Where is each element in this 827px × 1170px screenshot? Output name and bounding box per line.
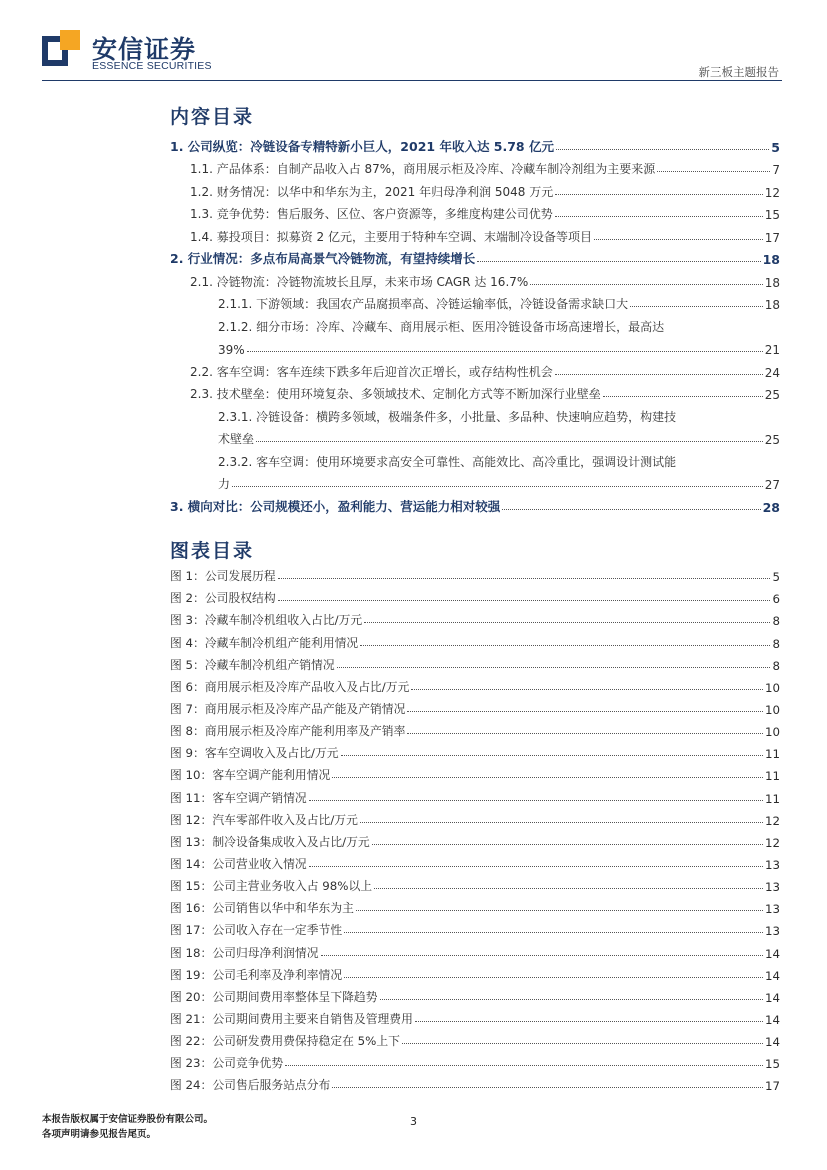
figure-entry[interactable]: [170, 850, 780, 872]
leader-dots: [309, 866, 763, 867]
entry-page-number: 13: [764, 924, 780, 939]
figure-entry[interactable]: [170, 828, 780, 850]
entry-page-number: 6: [772, 592, 780, 607]
leader-dots: [407, 733, 763, 734]
leader-dots: [415, 1021, 763, 1022]
entry-page-number: 14: [764, 1035, 780, 1050]
entry-page-number: 13: [764, 880, 780, 895]
entry-label: 图 17：公司收入存在一定季节性: [170, 923, 343, 938]
leader-dots: [555, 374, 763, 375]
leader-dots: [372, 844, 763, 845]
figure-entry[interactable]: [170, 673, 780, 695]
leader-dots: [530, 284, 762, 285]
leader-dots: [344, 932, 763, 933]
leader-dots: [657, 171, 770, 172]
leader-dots: [502, 509, 760, 510]
entry-label: 术壁垒: [218, 432, 255, 446]
figure-entry[interactable]: [170, 717, 780, 739]
page-header: [0, 0, 827, 80]
leader-dots: [344, 977, 763, 978]
entry-page-number: 13: [764, 902, 780, 917]
figure-entry[interactable]: [170, 1049, 780, 1071]
toc-entry[interactable]: [170, 222, 780, 245]
figure-entry[interactable]: [170, 806, 780, 828]
entry-page-number: 25: [764, 388, 780, 402]
entry-label: 3. 横向对比：公司规模还小，盈利能力、营运能力相对较强: [170, 498, 501, 514]
entry-label: 力: [218, 477, 231, 491]
figure-entry[interactable]: [170, 1005, 780, 1027]
entry-page-number: 21: [764, 343, 780, 357]
footer-disclaimer: [42, 1112, 213, 1142]
figure-entry[interactable]: [170, 584, 780, 606]
entry-page-number: 25: [764, 433, 780, 447]
entry-label: 图 8：商用展示柜及冷库产能利用率及产销率: [170, 724, 406, 739]
entry-page-number: 14: [764, 946, 780, 961]
entry-label: 图 14：公司营业收入情况: [170, 856, 307, 871]
leader-dots: [407, 711, 763, 712]
entry-label: 图 12：汽车零部件收入及占比/万元: [170, 812, 358, 827]
entry-label: 1.2. 财务情况：以华中和华东为主，2021 年归母净利润 5048 万元: [190, 184, 554, 199]
entry-page-number: 11: [764, 769, 780, 784]
toc-entry[interactable]: [170, 132, 780, 155]
figures-list: [170, 562, 780, 1093]
leader-dots: [556, 149, 769, 150]
entry-page-number: 14: [764, 968, 780, 983]
header-divider: [42, 80, 782, 81]
leader-dots: [337, 667, 771, 668]
entry-label: 39%: [218, 343, 245, 357]
toc-entry[interactable]: [170, 492, 780, 515]
entry-label: 图 16：公司销售以华中和华东为主: [170, 901, 354, 916]
toc-entry[interactable]: [170, 425, 780, 448]
figure-entry[interactable]: [170, 938, 780, 960]
entry-page-number: 5: [771, 139, 780, 155]
entry-label: 图 24：公司售后服务站点分布: [170, 1078, 331, 1093]
entry-page-number: 12: [764, 185, 780, 200]
page-number: 3: [410, 1115, 417, 1128]
toc-list: [170, 132, 780, 515]
entry-page-number: 10: [764, 680, 780, 695]
figure-entry[interactable]: [170, 606, 780, 628]
entry-label: 图 22：公司研发费用费保持稳定在 5%上下: [170, 1034, 400, 1049]
entry-label: 图 18：公司归母净利润情况: [170, 945, 319, 960]
entry-page-number: 8: [772, 636, 780, 651]
figure-entry[interactable]: [170, 894, 780, 916]
logo-cn: 安信证券: [92, 35, 197, 64]
figure-entry[interactable]: [170, 783, 780, 805]
leader-dots: [477, 261, 760, 262]
entry-page-number: 17: [764, 1079, 780, 1094]
figure-entry[interactable]: [170, 695, 780, 717]
leader-dots: [360, 822, 763, 823]
figure-entry[interactable]: [170, 1071, 780, 1093]
entry-page-number: 18: [762, 252, 780, 267]
toc-entry[interactable]: [170, 470, 780, 493]
leader-dots: [321, 955, 763, 956]
leader-dots: [603, 396, 763, 397]
entry-label: 1.4. 募投项目：拟募资 2 亿元，主要用于特种车空调、末端制冷设备等项目: [190, 229, 592, 244]
entry-page-number: 12: [764, 813, 780, 828]
leader-dots: [232, 486, 763, 487]
leader-dots: [380, 999, 763, 1000]
figure-entry[interactable]: [170, 983, 780, 1005]
toc-entry-label-line[interactable]: 2.1.2. 细分市场：冷库、冷藏车、商用展示柜、医用冷链设备市场高速增长，最高达: [218, 319, 665, 334]
leader-dots: [256, 441, 763, 442]
toc-entry-label-line[interactable]: 2.3.1. 冷链设备：横跨多领域，极端条件多，小批量、多品种、快速响应趋势，构建技: [218, 409, 677, 424]
figure-entry[interactable]: [170, 628, 780, 650]
toc-entry[interactable]: [170, 267, 780, 290]
toc-entry[interactable]: [170, 177, 780, 200]
leader-dots: [309, 800, 763, 801]
footer-line-1: 本报告版权属于安信证券股份有限公司。: [42, 1114, 214, 1125]
entry-page-number: 11: [764, 791, 780, 806]
entry-label: 2.1. 冷链物流：冷链物流坡长且厚，未来市场 CAGR 达 16.7%: [190, 274, 529, 289]
entry-label: 图 15：公司主营业务收入占 98%以上: [170, 879, 373, 894]
leader-dots: [594, 239, 763, 240]
entry-page-number: 8: [772, 658, 780, 673]
entry-label: 图 9：客车空调收入及占比/万元: [170, 746, 339, 761]
toc-entry[interactable]: [170, 200, 780, 223]
leader-dots: [402, 1043, 763, 1044]
leader-dots: [285, 1065, 763, 1066]
leader-dots: [630, 306, 763, 307]
entry-label: 2.3. 技术壁垒：使用环境复杂、多领域技术、定制化方式等不断加深行业壁垒: [190, 387, 601, 401]
leader-dots: [332, 777, 763, 778]
entry-page-number: 7: [772, 163, 780, 177]
leader-dots: [411, 689, 763, 690]
entry-page-number: 15: [764, 208, 780, 222]
figure-entry[interactable]: [170, 739, 780, 761]
leader-dots: [278, 600, 771, 601]
figure-entry[interactable]: [170, 961, 780, 983]
footer-line-2: 各项声明请参见报告尾页。: [42, 1129, 157, 1140]
entry-label: 2. 行业情况：多点布局高景气冷链物流，有望持续增长: [170, 251, 476, 266]
toc-title: 内容目录: [170, 106, 255, 128]
entry-label: 2.2. 客车空调：客车连续下跌多年后迎首次正增长，或存结构性机会: [190, 364, 553, 379]
entry-page-number: 27: [764, 478, 780, 492]
figure-entry[interactable]: [170, 916, 780, 938]
leader-dots: [555, 194, 762, 195]
entry-label: 图 20：公司期间费用率整体呈下降趋势: [170, 989, 378, 1004]
entry-label: 图 7：商用展示柜及冷库产品产能及产销情况: [170, 701, 406, 716]
entry-page-number: 18: [764, 298, 780, 312]
entry-page-number: 10: [764, 702, 780, 717]
leader-dots: [356, 910, 763, 911]
entry-label: 图 19：公司毛利率及净利率情况: [170, 967, 343, 982]
entry-label: 1.1. 产品体系：自制产品收入占 87%，商用展示柜及冷库、冷藏车制冷剂组为主要来源: [190, 162, 656, 176]
entry-label: 2.1.1. 下游领域：我国农产品腐损率高、冷链运输率低，冷链设备需求缺口大: [218, 297, 629, 311]
entry-label: 图 4：冷藏车制冷机组产能利用情况: [170, 635, 359, 650]
leader-dots: [360, 645, 770, 646]
toc-entry[interactable]: [170, 290, 780, 313]
leader-dots: [364, 622, 770, 623]
entry-label: 图 1：公司发展历程: [170, 569, 276, 584]
entry-label: 图 2：公司股权结构: [170, 591, 276, 606]
entry-label: 1. 公司纵览：冷链设备专精特新小巨人，2021 年收入达 5.78 亿元: [170, 138, 554, 154]
report-type: 新三板主题报告: [698, 65, 779, 79]
entry-page-number: 24: [764, 365, 780, 380]
entry-label: 图 11：客车空调产销情况: [170, 790, 307, 805]
toc-entry[interactable]: [170, 155, 780, 178]
entry-label: 图 10：客车空调产能利用情况: [170, 768, 331, 783]
essence-logo-icon: [42, 30, 82, 70]
entry-label: 图 21：公司期间费用主要来自销售及管理费用: [170, 1011, 413, 1026]
toc-entry[interactable]: [170, 357, 780, 380]
entry-page-number: 10: [764, 725, 780, 740]
entry-page-number: 11: [764, 747, 780, 762]
leader-dots: [555, 216, 763, 217]
entry-label: 图 5：冷藏车制冷机组产销情况: [170, 657, 335, 672]
entry-label: 1.3. 竞争优势：售后服务、区位、客户资源等，多维度构建公司优势: [190, 207, 553, 221]
entry-page-number: 13: [764, 857, 780, 872]
entry-label: 图 3：冷藏车制冷机组收入占比/万元: [170, 613, 363, 628]
toc-entry[interactable]: [170, 335, 780, 358]
entry-page-number: 18: [764, 275, 780, 290]
entry-page-number: 17: [764, 230, 780, 245]
entry-page-number: 12: [764, 835, 780, 850]
entry-page-number: 14: [764, 1012, 780, 1027]
leader-dots: [332, 1087, 763, 1088]
leader-dots: [341, 755, 763, 756]
entry-page-number: 8: [772, 614, 780, 629]
toc-entry-label-line[interactable]: 2.3.2. 客车空调：使用环境要求高安全可靠性、高能效比、高冷重比，强调设计测试能: [218, 454, 677, 469]
figures-title: 图表目录: [170, 540, 255, 562]
figure-entry[interactable]: [170, 562, 780, 584]
toc-entry[interactable]: [170, 245, 780, 268]
toc-entry[interactable]: [170, 380, 780, 403]
figure-entry[interactable]: [170, 761, 780, 783]
leader-dots: [278, 578, 771, 579]
logo-en: ESSENCE SECURITIES: [92, 60, 212, 72]
entry-label: 图 13：制冷设备集成收入及占比/万元: [170, 834, 370, 849]
entry-page-number: 28: [762, 499, 780, 515]
leader-dots: [247, 351, 763, 352]
entry-page-number: 15: [764, 1057, 780, 1072]
entry-page-number: 5: [772, 570, 780, 585]
entry-label: 图 23：公司竞争优势: [170, 1056, 284, 1071]
figure-entry[interactable]: [170, 872, 780, 894]
entry-label: 图 6：商用展示柜及冷库产品收入及占比/万元: [170, 679, 410, 694]
entry-page-number: 14: [764, 990, 780, 1005]
figure-entry[interactable]: [170, 651, 780, 673]
figure-entry[interactable]: [170, 1027, 780, 1049]
leader-dots: [374, 888, 763, 889]
